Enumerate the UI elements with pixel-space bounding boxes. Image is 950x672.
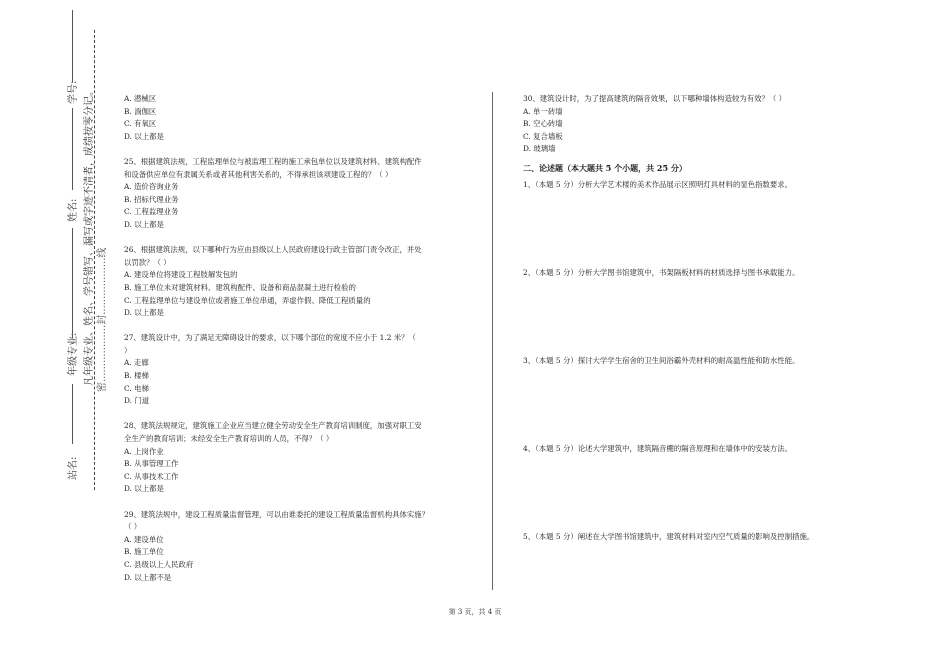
option: B. 淌伽区 [124, 106, 157, 116]
option: B. 招标代理业务 [124, 194, 179, 204]
option: C. 有氧区 [124, 119, 157, 129]
question-stem: 29、建筑法规中，建设工程质量监督管理，可以由谁委托的建设工程质量监督机构具体实施？ [124, 509, 430, 519]
question-stem: ） [124, 345, 132, 355]
option: D. 以上都不是 [124, 572, 172, 582]
option: A. 单一砖墙 [523, 106, 563, 116]
option: A. 建设单位将建设工程肢解发包的 [124, 270, 238, 280]
section-title: 二、论述题（本大题共 5 个小题，共 25 分） [523, 162, 687, 173]
option: A. 上岗作业 [124, 446, 164, 456]
option: D. 门道 [124, 396, 150, 406]
name-underline [72, 108, 73, 190]
option: D. 玻璃墙 [523, 144, 556, 154]
school-label: 站名: [68, 456, 79, 480]
question-29 [124, 509, 479, 585]
option: D. 以上都是 [124, 484, 164, 494]
grade-major-underline [72, 228, 73, 338]
option: B. 施工单位未对建筑材料、建筑构配件、设备和商品混凝土进行检验的 [124, 282, 356, 292]
option: A. 潜械区 [124, 94, 157, 103]
question-stem: 27、建筑设计中，为了满足无障碍设计的要求，以下哪个部位的宽度不应小于 1.2 米？（ [124, 333, 416, 343]
question-26 [124, 244, 479, 320]
seal-dashed-line [94, 30, 95, 490]
question-stem: 26、根据建筑法规，以下哪种行为应由县级以上人民政府建设行政主管部门责令改正，并处 [124, 245, 422, 255]
option: C. 工程监理单位与建设单位或者施工单位串通，弄虚作假、降低工程质量的 [124, 295, 371, 305]
essay-question-4: 4、（本题 5 分）论述大学建筑中，建筑隔音棚的隔音原理和在墙体中的安装方法。 [523, 444, 793, 453]
student-id-underline [72, 10, 73, 82]
option: B. 空心砖墙 [523, 119, 563, 129]
school-underline [72, 384, 73, 444]
q24-options [124, 93, 479, 143]
grade-major-label: 年级专业: [68, 332, 79, 376]
question-stem: 28、建筑法规规定，建筑施工企业应当建立健全劳动安全生产教育培训制度，加强对职工安 [124, 421, 422, 431]
option: C. 工程监理业务 [124, 207, 179, 217]
left-column [124, 93, 479, 584]
essay-question-5: 5、（本题 5 分）阐述在大学图书馆建筑中，建筑材料对室内空气质量的影响及控制措施。 [523, 532, 815, 541]
option: B. 施工单位 [124, 547, 164, 557]
option: A. 建设单位 [124, 534, 164, 544]
student-id-label: 学号: [68, 80, 79, 104]
binding-notice: 凡年级专业、姓名、学号错写、漏写或字迹不清者，成绩按零分记。 [84, 86, 95, 386]
question-stem: 以罚款？（ ） [124, 257, 171, 267]
question-25 [124, 156, 479, 232]
page-indicator: 第 3 页，共 4 页 [448, 608, 502, 616]
seal-line-label: 密..................封..................线 [97, 247, 108, 392]
question-30 [523, 93, 863, 156]
question-stem: （ ） [124, 522, 142, 532]
question-stem: 全生产的教育培训；未经安全生产教育培训的人员，不得？（ ） [124, 434, 334, 444]
question-28 [124, 420, 479, 496]
essay-question-1: 1、（本题 5 分）分析大学艺术楼的美术作品展示区照明灯具材料的显色指数要求。 [523, 180, 793, 189]
question-stem: 和设备供应单位有隶属关系或者其他利害关系的，不得承担该项建设工程的？（ ） [124, 169, 393, 179]
option: B. 从事管理工作 [124, 459, 179, 469]
option: C. 电梯 [124, 383, 149, 393]
option: B. 楼梯 [124, 371, 149, 381]
question-27 [124, 332, 479, 408]
option: C. 复合墙板 [523, 131, 563, 141]
name-label: 姓名: [68, 198, 79, 222]
question-stem: 30、建筑设计时，为了提高建筑的隔音效果，以下哪种墙体构造较为有效？（ ） [523, 94, 787, 103]
column-divider [492, 92, 493, 590]
option: C. 县级以上人民政府 [124, 559, 194, 569]
essay-question-3: 3、（本题 5 分）探讨大学学生宿舍的卫生间浴霸外壳材料的耐高温性能和防水性能。 [523, 356, 800, 365]
right-column [523, 93, 863, 573]
option: D. 以上都是 [124, 219, 164, 229]
option: A. 走廊 [124, 358, 149, 368]
option: C. 从事技术工作 [124, 471, 179, 481]
option: D. 以上都是 [124, 131, 164, 141]
essay-question-2: 2、（本题 5 分）分析大学图书馆建筑中，书架隔板材料的材质选择与图书承载能力。 [523, 268, 800, 277]
question-stem: 25、根据建筑法规，工程监理单位与被监理工程的施工承包单位以及建筑材料、建筑构配件 [124, 156, 422, 166]
option: D. 以上都是 [124, 308, 164, 318]
option: A. 造价咨询业务 [124, 182, 179, 192]
